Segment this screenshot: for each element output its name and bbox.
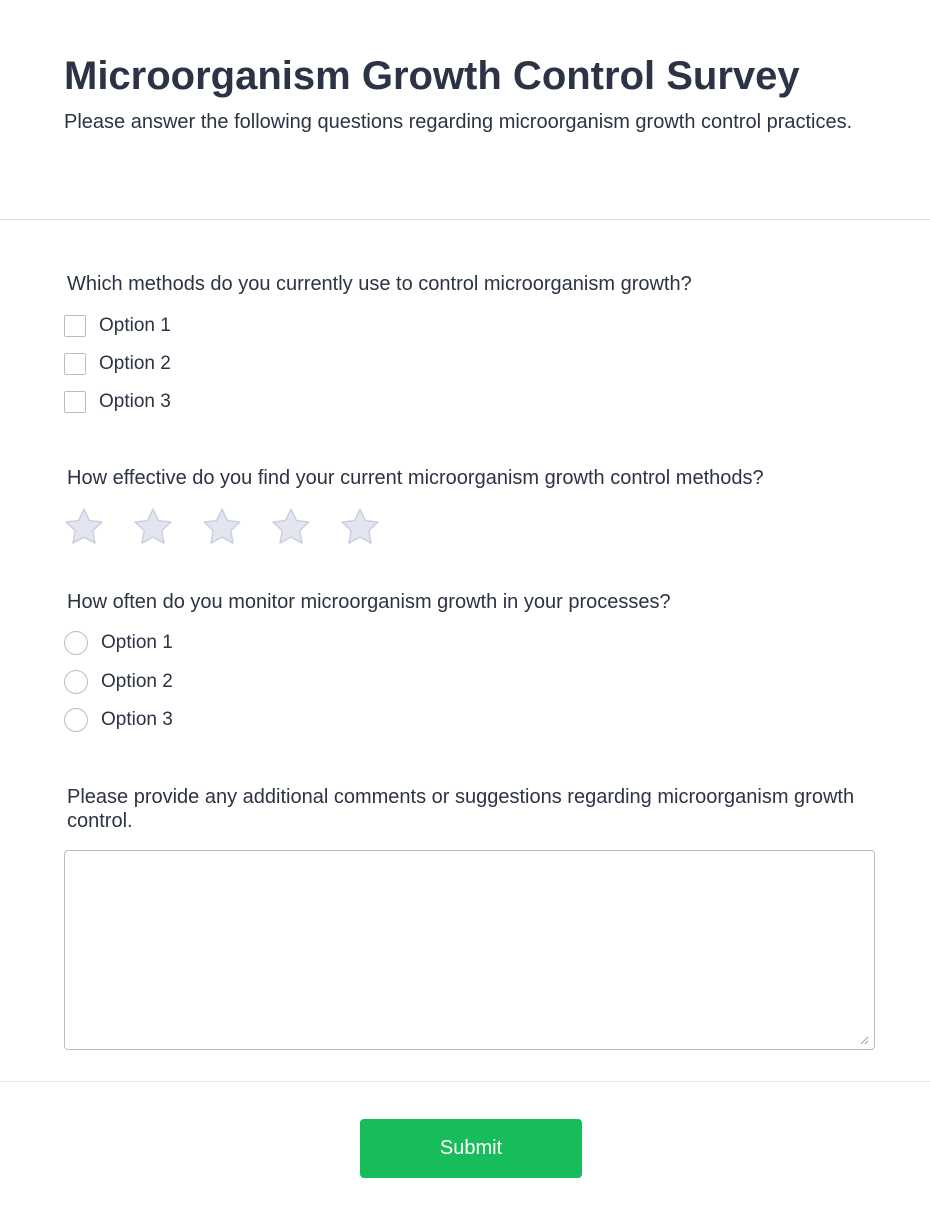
star-icon-1[interactable] — [63, 506, 105, 548]
resize-grip-icon[interactable] — [859, 1035, 869, 1045]
question-comments-label: Please provide any additional comments or suggestions regarding microorganism growth control. — [67, 786, 855, 832]
question-methods-label: Which methods do you currently use to control microorganism growth? — [67, 273, 692, 295]
radio-button[interactable] — [64, 631, 88, 655]
form-subtitle: Please answer the following questions regarding microorganism growth control practices. — [64, 111, 853, 133]
frequency-option-3[interactable] — [64, 707, 173, 733]
star-rating — [63, 506, 408, 548]
checkbox[interactable] — [64, 353, 86, 375]
checkbox[interactable] — [64, 391, 86, 413]
star-icon-3[interactable] — [201, 506, 243, 548]
question-frequency-label: How often do you monitor microorganism growth in your processes? — [67, 591, 671, 613]
methods-option-2[interactable] — [64, 351, 171, 377]
option-label: Option 2 — [101, 671, 173, 692]
comments-textarea[interactable] — [64, 850, 875, 1050]
submit-button[interactable]: Submit — [360, 1119, 582, 1178]
checkbox[interactable] — [64, 315, 86, 337]
option-label: Option 1 — [99, 315, 171, 336]
frequency-option-1[interactable] — [64, 630, 173, 656]
option-label: Option 1 — [101, 632, 173, 653]
methods-option-1[interactable] — [64, 313, 171, 339]
frequency-option-2[interactable] — [64, 669, 173, 695]
option-label: Option 3 — [101, 709, 173, 730]
question-effectiveness-label: How effective do you find your current microorganism growth control methods? — [67, 467, 764, 489]
radio-button[interactable] — [64, 670, 88, 694]
star-icon-4[interactable] — [270, 506, 312, 548]
footer-divider — [0, 1081, 930, 1082]
radio-button[interactable] — [64, 708, 88, 732]
option-label: Option 2 — [99, 353, 171, 374]
form-header — [0, 0, 930, 220]
star-icon-2[interactable] — [132, 506, 174, 548]
methods-option-3[interactable] — [64, 389, 171, 415]
star-icon-5[interactable] — [339, 506, 381, 548]
form-title: Microorganism Growth Control Survey — [64, 54, 800, 98]
option-label: Option 3 — [99, 391, 171, 412]
